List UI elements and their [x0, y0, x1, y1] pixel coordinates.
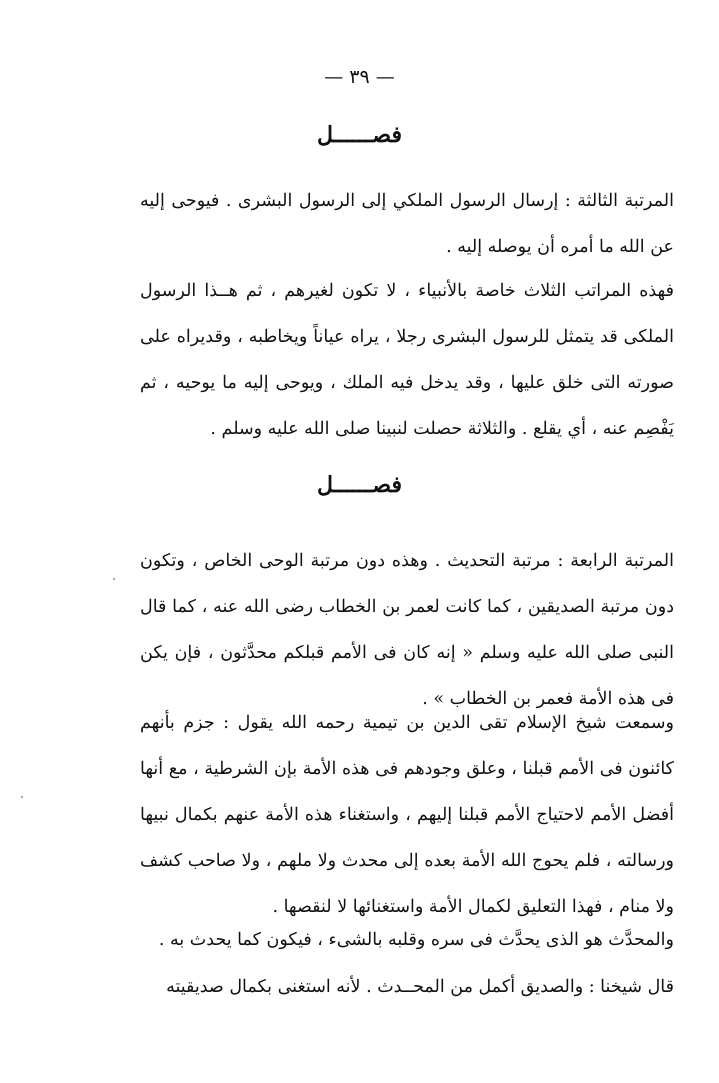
paragraph-siddiq-comparison: قال شيخنا : والصديق أكمل من المحــدث . لأنه استغنى بكمال صديقيته — [166, 977, 674, 997]
section-heading: فصــــــل — [317, 122, 402, 148]
section-heading: فصــــــل — [317, 472, 402, 498]
paragraph-three-ranks-prophets: فهذه المراتب الثلاث خاصة بالأنبياء ، لا تكون لغيرهم ، ثم هــذا الرسول الملكى قد يتمثل للرسول البشرى رجلا ، يراه عياناً ويخاطبه ، وقديراه على صورته التى خلق عليها ، وقد يدخل فيه الملك ، ويوحى إليه ما يوحيه ، ثم يَفْصِم عنه ، أي يقلع . والثلاثة حصلت لنبينا صلى الله عليه وسلم . — [140, 281, 674, 439]
paragraph-muhaddath-definition: والمحدَّث هو الذى يحدَّث فى سره وقلبه بالشىء ، فيكون كما يحدث به . — [158, 930, 674, 950]
scan-speck — [21, 796, 23, 798]
page-number: — ٣٩ — — [324, 66, 395, 88]
scan-speck — [113, 578, 115, 580]
paragraph-third-rank: المرتبة الثالثة : إرسال الرسول الملكي إلى الرسول البشرى . فيوحى إليه عن الله ما أمره أن يوصله إليه . — [140, 191, 674, 257]
paragraph-ibn-taymiyya: وسمعت شيخ الإسلام تقى الدين بن تيمية رحمه الله يقول : جزم بأنهم كائنون فى الأمم قبلنا ، وعلق وجودهم فى هذه الأمة بإن الشرطية ، مع أنها أفضل الأمم لاحتياج الأمم قبلنا إليهم ، واستغناء هذه الأمة عنهم بكمال نبيها ورسالته ، فلم يحوج الله الأمة بعده إلى محدث ولا ملهم ، ولا صاحب كشف ولا منام ، فهذا التعليق لكمال الأمة واستغنائها لا لنقصها . — [140, 713, 674, 917]
paragraph-fourth-rank: المرتبة الرابعة : مرتبة التحديث . وهذه دون مرتبة الوحى الخاص ، وتكون دون مرتبة الصديقين ، كما كانت لعمر بن الخطاب رضى الله عنه ، كما قال النبى صلى الله عليه وسلم « إنه كان فى الأمم قبلكم محدَّثون ، فإن يكن فى هذه الأمة فعمر بن الخطاب » . — [140, 551, 674, 709]
